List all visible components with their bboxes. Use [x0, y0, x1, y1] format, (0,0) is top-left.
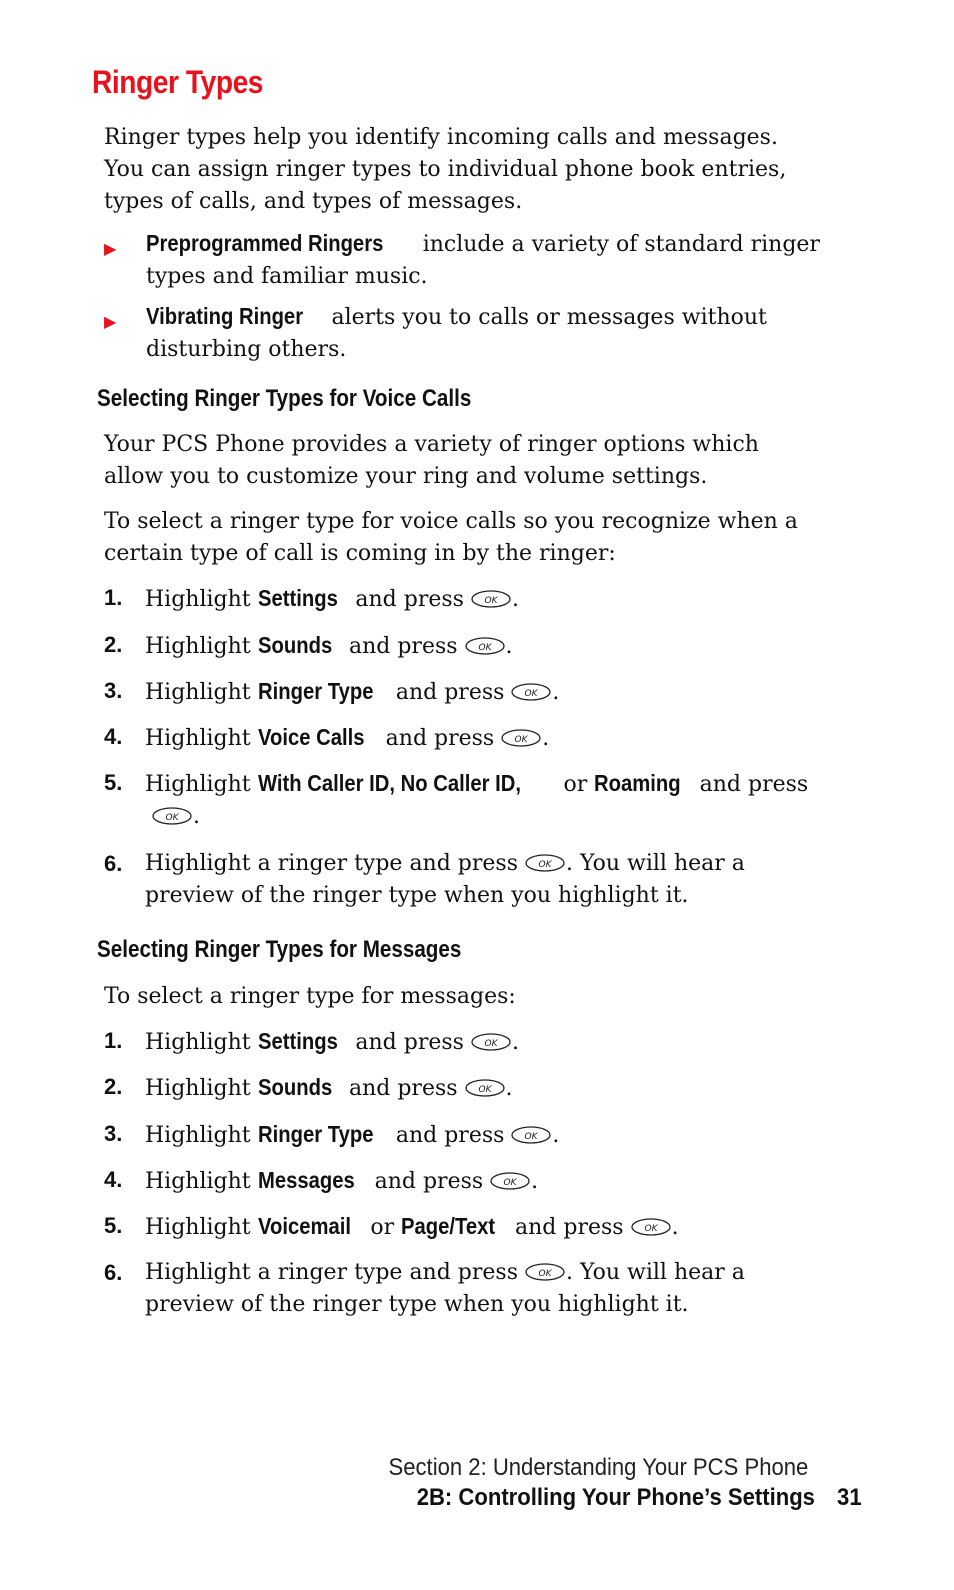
svg-text:OK: OK [514, 735, 528, 745]
ok-key-icon [524, 853, 566, 873]
svg-text:OK: OK [524, 689, 538, 699]
section-heading: Selecting Ringer Types for Voice Calls [97, 385, 472, 412]
ok-key-icon [151, 806, 193, 826]
intro-paragraph: Ringer types help you identify incoming calls and messages. You can assign ringer types to individual phone book entries, types of calls, and types of messages. [104, 125, 787, 214]
ok-key-icon [464, 1078, 506, 1098]
svg-text:OK: OK [165, 813, 179, 823]
step-number: 6. [104, 1260, 123, 1285]
step-bold: Ringer Type [257, 1121, 374, 1147]
ok-key-icon [464, 636, 506, 656]
step-number: 3. [104, 678, 123, 703]
step-bold: Voice Calls [257, 724, 365, 750]
footer-chapter [417, 1484, 862, 1512]
footer-section-title: Section 2: Understanding Your PCS Phone [388, 1454, 808, 1481]
step-bold: Settings [257, 585, 338, 611]
ok-key-icon [470, 1032, 512, 1052]
ok-key-icon [524, 1262, 566, 1282]
bullet-bold: Preprogrammed Ringers [146, 230, 384, 256]
step-bold: Page/Text [401, 1213, 496, 1239]
manual-page: Ringer Types Ringer types help you identify incoming calls and messages. You can assign ringer types to individual phone book entries, types of calls, and types of messages. ▶ Preprogrammed Ringers include a variety of standard ringer types and familiar music. ▶ Vibrating Ringer alerts you to calls or messages without disturbing others. Selecting Ringer Types for Voice Calls Your PCS Phone provides a variety of ringer options which allow you to customize your ring and volume settings. To select a ringer type for voice calls so you recognize when a certain type of call is coming in by the ringer: 1. Highlight Settings and press OK . 2. Highlight Sounds and press OK . 3. Highlight Ringer Type and press OK . 4. Highlight Voice Calls and press OK . 5. Highlight With Caller ID, No Caller ID, or Roaming and press OK . 6. Highlight a ringer type and press OK . You will hear a preview of the ringer type when you highlight it. Selecting Ringer Types for Messages To select a ringer type for messages: 1. Highlight Settings and press OK . 2. Highlight Sounds and press OK . 3. Highlight Ringer Type and press OK . 4. Highlight Messages and press OK . 5. Highlight Voicemail or Page/Text and press OK . 6. Highlight a ringer type and press OK . You will hear a preview of the ringer type when you highlight it. Section 2: Understanding Your PCS Phone 2B: Controlling Your Phone’s Settings 31 [92, 64, 862, 1511]
section-heading: Selecting Ringer Types for Messages [97, 936, 462, 963]
triangle-right-icon: ▶ [104, 312, 117, 331]
svg-text:OK: OK [538, 1269, 552, 1279]
step-bold: Roaming [594, 770, 681, 796]
ok-key-icon [510, 1125, 552, 1145]
step-number: 3. [104, 1121, 123, 1146]
paragraph: To select a ringer type for voice calls so you recognize when a certain type of call is coming in by the ringer: [104, 509, 798, 566]
step-number: 1. [104, 585, 123, 610]
step-bold: Sounds [257, 632, 332, 658]
step-number: 6. [104, 851, 123, 876]
step-bold: Settings [257, 1028, 338, 1054]
svg-text:OK: OK [524, 1132, 538, 1142]
paragraph: Your PCS Phone provides a variety of ringer options which allow you to customize your ring and volume settings. [104, 432, 759, 489]
bullet-bold: Vibrating Ringer [146, 303, 304, 329]
bullet-text: include a variety of standard ringer types and familiar music. [146, 232, 820, 289]
step-bold: With Caller ID, No Caller ID, [257, 770, 521, 796]
footer-chapter-title: 2B: Controlling Your Phone’s Settings [417, 1484, 816, 1511]
svg-text:OK: OK [484, 1039, 498, 1049]
ok-key-icon [489, 1171, 531, 1191]
step-bold: Ringer Type [257, 678, 374, 704]
svg-text:OK: OK [478, 1085, 492, 1095]
svg-text:OK: OK [484, 596, 498, 606]
step-number: 2. [104, 1074, 123, 1099]
paragraph: To select a ringer type for messages: [104, 984, 516, 1009]
step-number: 2. [104, 632, 123, 657]
step-bold: Voicemail [257, 1213, 351, 1239]
bullet-text: alerts you to calls or messages without disturbing others. [146, 305, 767, 362]
step-number: 1. [104, 1028, 123, 1053]
step-bold: Messages [257, 1167, 355, 1193]
step-number: 4. [104, 1167, 123, 1192]
step-bold: Sounds [257, 1074, 332, 1100]
step-number: 4. [104, 724, 123, 749]
step-number: 5. [104, 770, 123, 795]
page-number: 31 [837, 1484, 862, 1511]
step-number: 5. [104, 1213, 123, 1238]
page-title: Ringer Types [92, 64, 264, 100]
ok-key-icon [630, 1217, 672, 1237]
ok-key-icon [510, 682, 552, 702]
svg-text:OK: OK [503, 1178, 517, 1188]
svg-text:OK: OK [644, 1224, 658, 1234]
ok-key-icon [470, 589, 512, 609]
svg-text:OK: OK [478, 643, 492, 653]
triangle-right-icon: ▶ [104, 239, 117, 258]
ok-key-icon [500, 728, 542, 748]
svg-text:OK: OK [538, 860, 552, 870]
